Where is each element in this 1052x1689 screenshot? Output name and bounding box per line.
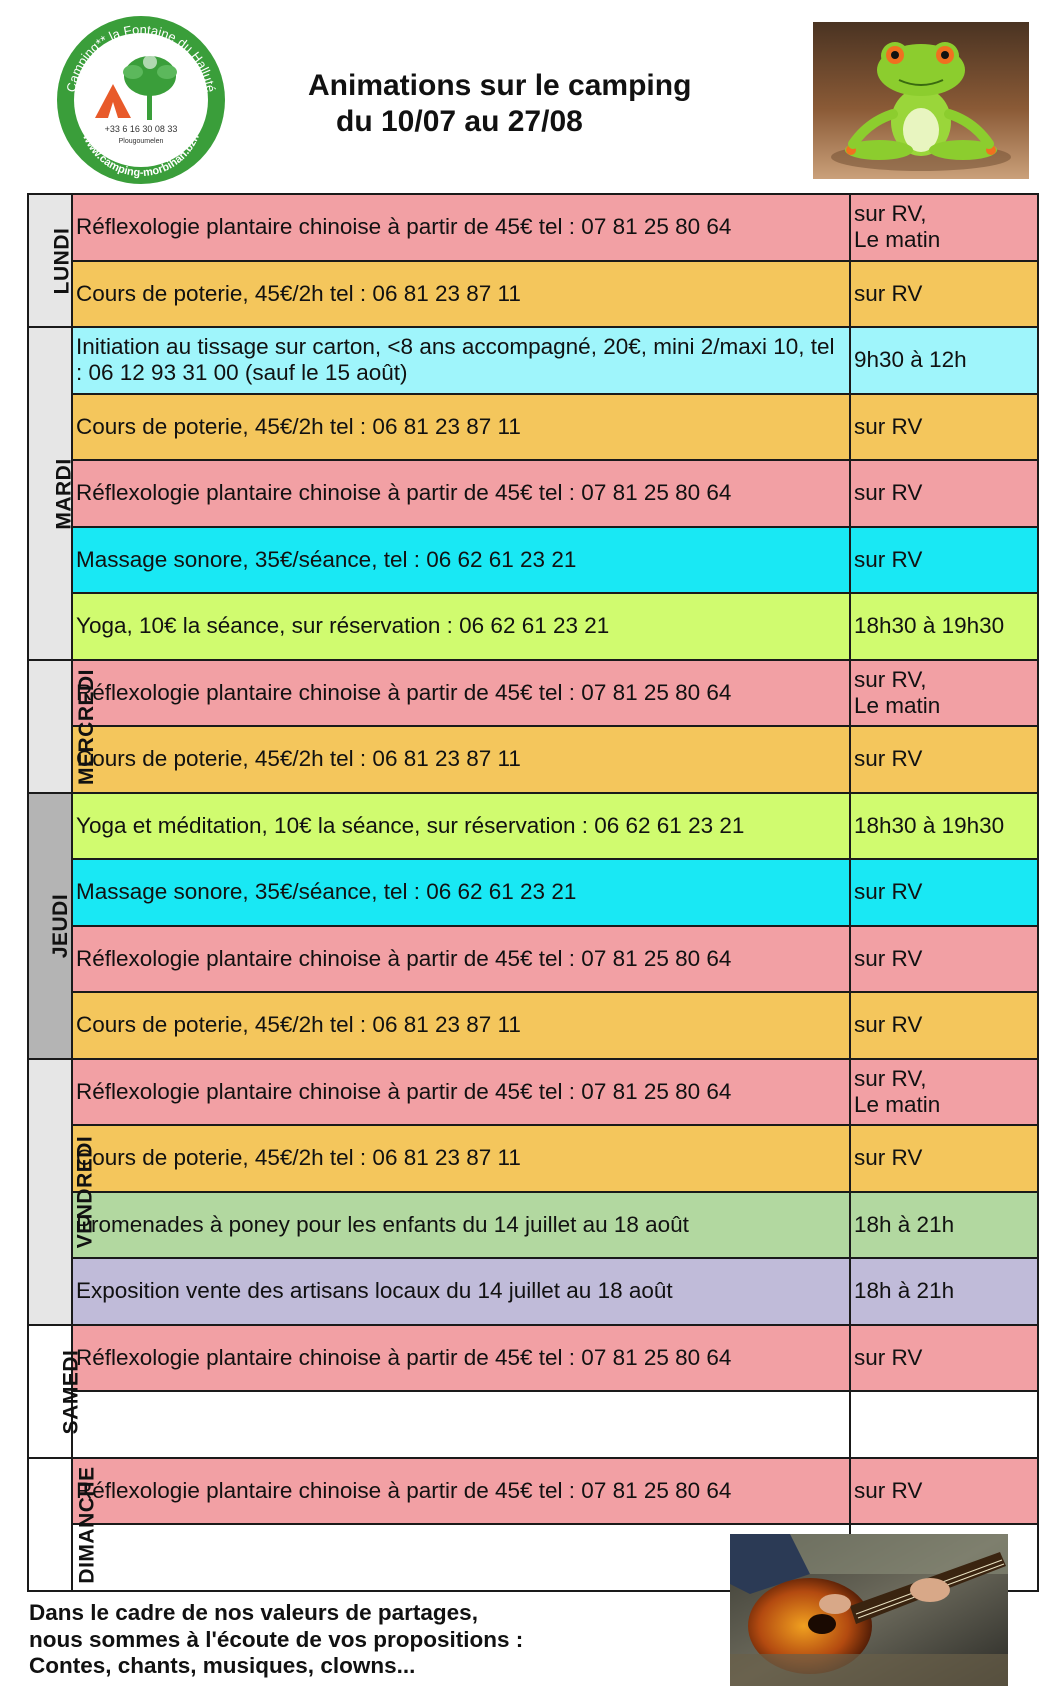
footer-line-2: nous sommes à l'écoute de vos propositions : <box>29 1626 524 1652</box>
time-cell: sur RV <box>850 1325 1038 1392</box>
time-cell: sur RV, Le matin <box>850 1059 1038 1126</box>
logo-phone: +33 6 16 30 08 33 <box>104 124 178 134</box>
activity-cell: Promenades à poney pour les enfants du 14 juillet au 18 août <box>72 1192 850 1259</box>
activity-cell: Exposition vente des artisans locaux du 14 juillet au 18 août <box>72 1258 850 1325</box>
title-line-2: du 10/07 au 27/08 <box>336 105 583 138</box>
schedule-row <box>28 1059 1038 1126</box>
schedule-row <box>28 327 1038 394</box>
schedule-row <box>28 394 1038 461</box>
day-label-dimanche <box>28 1458 99 1591</box>
activity-cell: Cours de poterie, 45€/2h tel : 06 81 23 87 11 <box>72 261 850 328</box>
schedule-row <box>28 1458 1038 1525</box>
day-label-lundi <box>28 194 72 327</box>
activity-cell: Réflexologie plantaire chinoise à partir de 45€ tel : 07 81 25 80 64 <box>72 926 850 993</box>
day-label-jeudi <box>28 793 72 1059</box>
schedule-row <box>28 1325 1038 1392</box>
day-label-samedi <box>28 1325 83 1458</box>
logo-website: www.camping-morbihan.bzh <box>80 132 202 180</box>
schedule-row <box>28 992 1038 1059</box>
activity-cell: Réflexologie plantaire chinoise à partir de 45€ tel : 07 81 25 80 64 <box>72 460 850 527</box>
time-cell <box>850 1391 1038 1458</box>
activity-cell: Yoga et méditation, 10€ la séance, sur réservation : 06 62 61 23 21 <box>72 793 850 860</box>
activity-cell: Réflexologie plantaire chinoise à partir de 45€ tel : 07 81 25 80 64 <box>72 1059 850 1126</box>
day-name: MARDI <box>52 458 76 530</box>
schedule-row <box>28 660 1038 727</box>
title-line-1: Animations sur le camping <box>308 69 692 102</box>
time-cell: 9h30 à 12h <box>850 327 1038 394</box>
schedule-row <box>28 859 1038 926</box>
activity-cell: Cours de poterie, 45€/2h tel : 06 81 23 87 11 <box>72 1125 850 1192</box>
schedule-row <box>28 793 1038 860</box>
activity-cell: Réflexologie plantaire chinoise à partir de 45€ tel : 07 81 25 80 64 <box>72 1325 850 1392</box>
day-name: SAMEDI <box>59 1349 83 1434</box>
day-name: MERCREDI <box>75 668 99 785</box>
campsite-logo <box>55 14 227 186</box>
day-label-mardi <box>28 327 76 660</box>
activity-cell: Massage sonore, 35€/séance, tel : 06 62 61 23 21 <box>72 527 850 594</box>
schedule-row <box>28 1125 1038 1192</box>
day-name: JEUDI <box>49 893 73 959</box>
schedule-row <box>28 194 1038 261</box>
schedule-row <box>28 1192 1038 1259</box>
time-cell: 18h30 à 19h30 <box>850 793 1038 860</box>
activity-cell: Réflexologie plantaire chinoise à partir de 45€ tel : 07 81 25 80 64 <box>72 1458 850 1525</box>
frog-yoga-image <box>813 22 1029 179</box>
footer-note <box>29 1600 523 1680</box>
day-name: VENDREDI <box>73 1135 97 1249</box>
schedule-row <box>28 527 1038 594</box>
day-name: LUNDI <box>50 227 74 295</box>
activity-cell: Initiation au tissage sur carton, <8 ans accompagné, 20€, mini 2/maxi 10, tel : 06 12 93 31 00 (sauf le 15 août) <box>72 327 850 394</box>
time-cell: sur RV <box>850 926 1038 993</box>
time-cell: sur RV <box>850 394 1038 461</box>
time-cell: sur RV <box>850 261 1038 328</box>
activity-cell: Réflexologie plantaire chinoise à partir de 45€ tel : 07 81 25 80 64 <box>72 194 850 261</box>
schedule-row <box>28 593 1038 660</box>
schedule-row <box>28 726 1038 793</box>
logo-town: Plougoumelen <box>118 138 164 145</box>
footer-line-3: Contes, chants, musiques, clowns... <box>29 1653 416 1678</box>
schedule-row <box>28 460 1038 527</box>
activity-cell: Cours de poterie, 45€/2h tel : 06 81 23 87 11 <box>72 726 850 793</box>
time-cell: sur RV <box>850 460 1038 527</box>
activity-cell: Yoga, 10€ la séance, sur réservation : 06 62 61 23 21 <box>72 593 850 660</box>
day-name: DIMANCHE <box>75 1465 99 1584</box>
time-cell: sur RV, Le matin <box>850 194 1038 261</box>
time-cell: sur RV, Le matin <box>850 660 1038 727</box>
schedule-row <box>28 1258 1038 1325</box>
time-cell: sur RV <box>850 859 1038 926</box>
time-cell: sur RV <box>850 726 1038 793</box>
logo-name: Camping** la Fontaine du Halluté <box>63 21 219 94</box>
schedule-row <box>28 1391 1038 1458</box>
day-label-vendredi <box>28 1059 97 1325</box>
time-cell: 18h à 21h <box>850 1258 1038 1325</box>
time-cell: sur RV <box>850 1125 1038 1192</box>
activity-cell <box>72 1391 850 1458</box>
page-title <box>300 68 740 140</box>
schedule-table <box>27 193 1039 1592</box>
schedule-row <box>28 261 1038 328</box>
activity-cell: Cours de poterie, 45€/2h tel : 06 81 23 87 11 <box>72 992 850 1059</box>
time-cell: sur RV <box>850 992 1038 1059</box>
activity-cell: Cours de poterie, 45€/2h tel : 06 81 23 87 11 <box>72 394 850 461</box>
schedule-row <box>28 926 1038 993</box>
activity-cell: Massage sonore, 35€/séance, tel : 06 62 61 23 21 <box>72 859 850 926</box>
time-cell: 18h30 à 19h30 <box>850 593 1038 660</box>
time-cell: sur RV <box>850 1458 1038 1525</box>
footer-line-1: Dans le cadre de nos valeurs de partages, <box>29 1600 478 1625</box>
time-cell: 18h à 21h <box>850 1192 1038 1259</box>
guitar-photo <box>730 1534 1008 1686</box>
day-label-mercredi <box>28 660 99 793</box>
activity-cell: Réflexologie plantaire chinoise à partir de 45€ tel : 07 81 25 80 64 <box>72 660 850 727</box>
time-cell: sur RV <box>850 527 1038 594</box>
